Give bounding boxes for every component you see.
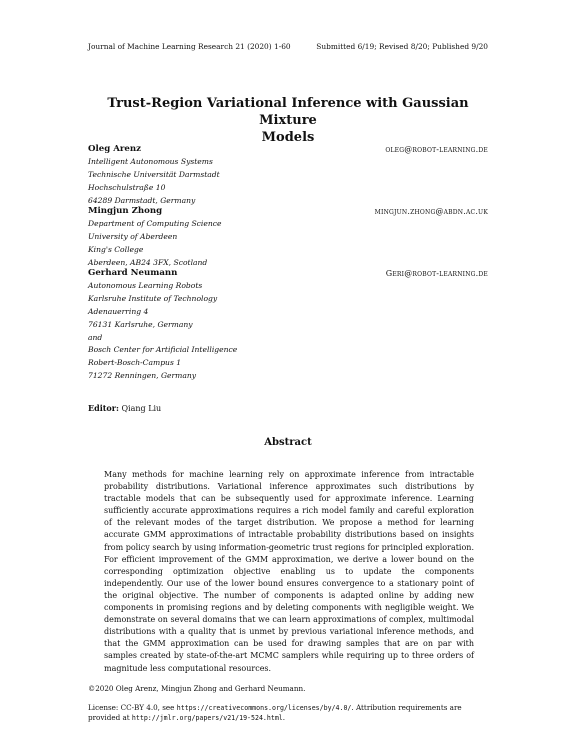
license-mid: . Attribution requirements are provided at bbox=[88, 703, 462, 722]
author-email[interactable]: Geri@robot-learning.de bbox=[385, 269, 488, 278]
paper-link[interactable]: http://jmlr.org/papers/v21/19-524.html bbox=[131, 714, 283, 722]
author-email[interactable]: mingjun.zhong@abdn.ac.uk bbox=[374, 207, 488, 216]
running-header bbox=[88, 42, 488, 54]
editor-name: Qiang Liu bbox=[121, 404, 162, 413]
abstract-text: Many methods for machine learning rely on approximate inference from intractable probability distributions. Variational inference approximates such distributions by tractable models that can be subsequently used for approximate inference. Learning sufficiently accurate approximations requires a rich model family and careful exploration of the relevant modes of the target distribution. We propose a method for learning accurate GMM approximations of intractable probability distributions based on insights from policy search by using information-geometric trust regions for principled exploration. For efficient improvement of the GMM approximation, we derive a lower bound on the corresponding optimization objective enabling us to update the components independently. Our use of the lower bound ensures convergence to a stationary point of the original objective. The number of components is adapted online by adding new components in promising regions and by deleting components with negligible weight. We demonstrate on several domains that we can learn approximations of complex, multimodal distributions with a quality that is unmet by previous variational inference methods, and that the GMM approximation can be used for drawing samples that are on par with samples created by state-of-the-art MCMC samplers while requiring up to three orders of magnitude less computational resources. bbox=[104, 470, 474, 673]
affiliation-line: Hochschulstraße 10 bbox=[88, 182, 166, 192]
affiliation-line: 76131 Karlsruhe, Germany bbox=[88, 319, 193, 329]
editor-label: Editor: bbox=[88, 403, 119, 413]
license-notice bbox=[88, 703, 488, 723]
author-block bbox=[88, 143, 488, 208]
title-line-2: Models bbox=[261, 130, 315, 145]
submission-dates: Submitted 6/19; Revised 8/20; Published 9/20 bbox=[316, 42, 488, 51]
affiliation-line: 64289 Darmstadt, Germany bbox=[88, 195, 196, 205]
author-email[interactable]: oleg@robot-learning.de bbox=[385, 145, 488, 154]
affiliation-line: Adenauerring 4 bbox=[88, 306, 149, 316]
journal-citation: Journal of Machine Learning Research 21 (2020) 1-60 bbox=[88, 42, 291, 51]
copyright-notice: ©2020 Oleg Arenz, Mingjun Zhong and Gerhard Neumann. bbox=[88, 684, 306, 693]
author-affiliation bbox=[88, 280, 488, 383]
affiliation-line: Intelligent Autonomous Systems bbox=[88, 156, 213, 166]
author-block bbox=[88, 267, 488, 383]
paper-title bbox=[88, 95, 488, 146]
affiliation-line: Robert-Bosch-Campus 1 bbox=[88, 358, 182, 368]
author-block bbox=[88, 205, 488, 270]
affiliation-line: University of Aberdeen bbox=[88, 231, 178, 241]
author-name: Gerhard Neumann bbox=[88, 268, 178, 278]
page-footer bbox=[88, 684, 488, 723]
affiliation-line: and bbox=[88, 332, 103, 342]
license-link[interactable]: https://creativecommons.org/licenses/by/4.0/ bbox=[176, 704, 352, 712]
editor-line bbox=[88, 403, 161, 413]
affiliation-line: Autonomous Learning Robots bbox=[88, 280, 203, 290]
affiliation-line: Karlsruhe Institute of Technology bbox=[88, 293, 218, 303]
license-suffix: . bbox=[282, 713, 286, 722]
abstract-heading: Abstract bbox=[264, 437, 312, 448]
affiliation-line: Department of Computing Science bbox=[88, 218, 222, 228]
affiliation-line: King's College bbox=[88, 244, 144, 254]
affiliation-line: 71272 Renningen, Germany bbox=[88, 371, 197, 381]
affiliation-line: Technische Universität Darmstadt bbox=[88, 169, 220, 179]
author-name: Oleg Arenz bbox=[88, 144, 142, 154]
author-name: Mingjun Zhong bbox=[88, 206, 163, 216]
title-line-1: Trust-Region Variational Inference with Gaussian Mixture bbox=[107, 96, 469, 128]
affiliation-line: Bosch Center for Artificial Intelligence bbox=[88, 345, 238, 355]
affiliation-line: Aberdeen, AB24 3FX, Scotland bbox=[88, 257, 208, 267]
author-affiliation bbox=[88, 218, 488, 270]
license-prefix: License: CC-BY 4.0, see bbox=[88, 703, 177, 712]
author-affiliation bbox=[88, 156, 488, 208]
